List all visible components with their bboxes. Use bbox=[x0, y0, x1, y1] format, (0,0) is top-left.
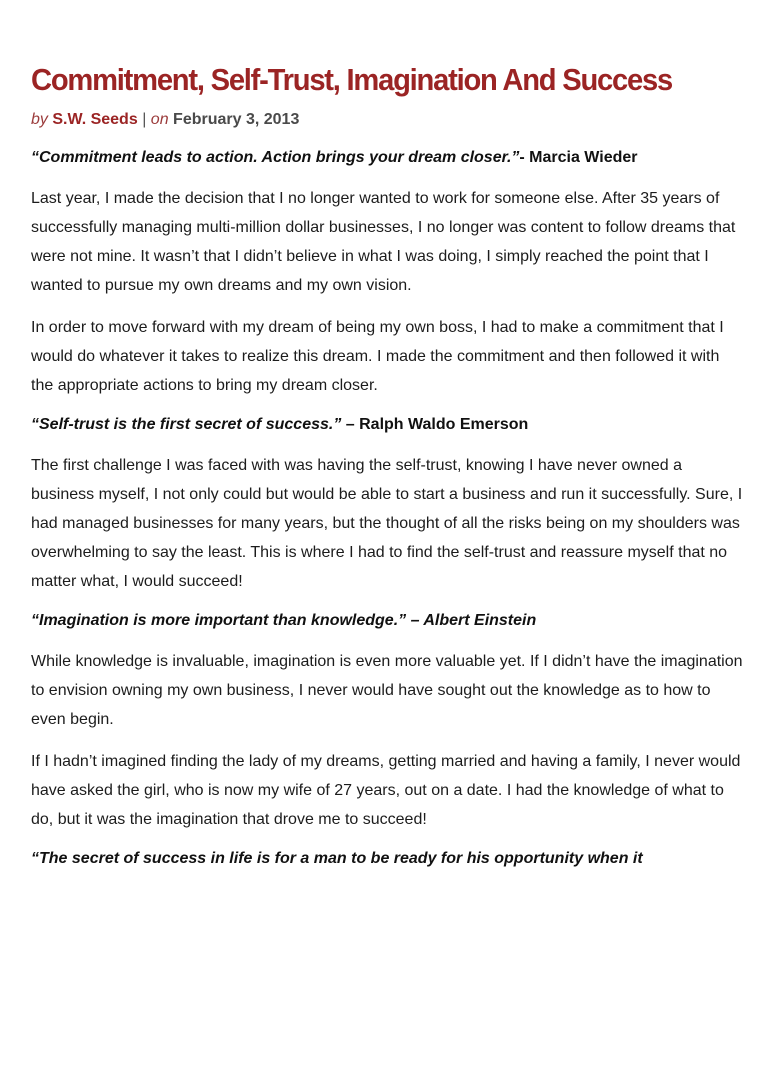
quote-self-trust bbox=[31, 412, 743, 438]
quote-attribution: - Marcia Wieder bbox=[519, 149, 638, 166]
quote-secret-of-success bbox=[31, 846, 743, 872]
article bbox=[31, 58, 743, 872]
quote-text: “Commitment leads to action. Action brings your dream closer.” bbox=[31, 149, 520, 166]
paragraph-lady-of-dreams: If I hadn’t imagined finding the lady of my dreams, getting married and having a family, I never would have asked the girl, who is now my wife of 27 years, out on a date. I had the knowledge of what to do, but it was the imagination that drove me to succeed! bbox=[31, 753, 741, 828]
article-title: Commitment, Self-Trust, Imagination And Success bbox=[31, 62, 672, 97]
quote-text: “The secret of success in life is for a man to be ready for his opportunity when it bbox=[31, 850, 643, 867]
paragraph-self-trust: The first challenge I was faced with was having the self-trust, knowing I have never owned a business myself, I not only could but would be able to start a business and run it successfully. Sure, I had managed businesses for many years, but the thought of all the risks being on my shoulders was overwhelming to say the least. This is where I had to find the self-trust and reassure myself that no matter what, I would succeed! bbox=[31, 457, 743, 590]
byline bbox=[31, 107, 743, 133]
quote-text: “Self-trust is the first secret of success.” bbox=[31, 416, 342, 433]
paragraph-knowledge: While knowledge is invaluable, imagination is even more valuable yet. If I didn’t have the imagination to envision owning my own business, I never would have sought out the knowledge as to how to even begin. bbox=[31, 653, 743, 728]
author-link[interactable]: S.W. Seeds bbox=[52, 111, 138, 128]
quote-attribution: – Ralph Waldo Emerson bbox=[341, 416, 529, 433]
quote-text: “Imagination is more important than knowledge.” – Albert Einstein bbox=[31, 612, 537, 629]
quote-commitment bbox=[31, 145, 743, 171]
quote-imagination bbox=[31, 608, 743, 634]
paragraph-commitment: In order to move forward with my dream of being my own boss, I had to make a commitment that I would do whatever it takes to realize this dream. I made the commitment and then followed it with the appropriate actions to bring my dream closer. bbox=[31, 319, 724, 394]
byline-on-label: on bbox=[150, 111, 169, 128]
paragraph-last-year: Last year, I made the decision that I no longer wanted to work for someone else. After 35 years of successfully managing multi-million dollar businesses, I no longer was content to follow dreams that were not mine. It wasn’t that I didn’t believe in what I was doing, I simply reached the point that I wanted to pursue my own dreams and my own vision. bbox=[31, 190, 736, 294]
byline-by-label: by bbox=[31, 111, 48, 128]
byline-separator: | bbox=[142, 111, 147, 128]
publish-date: February 3, 2013 bbox=[173, 111, 300, 128]
